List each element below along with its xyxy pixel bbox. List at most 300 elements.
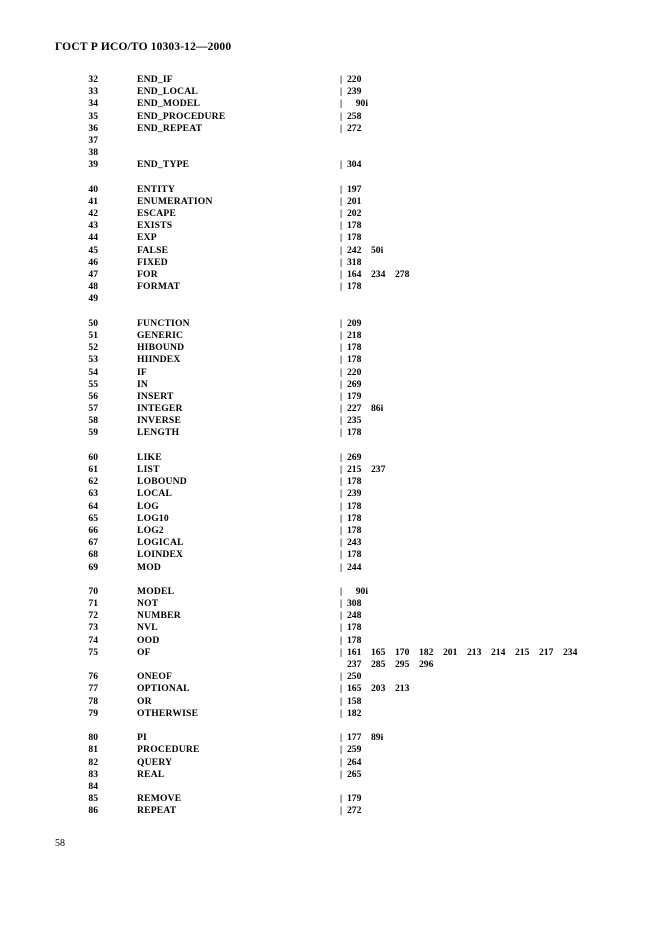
column-separator-bar: | (340, 671, 343, 683)
column-separator-bar: | (340, 208, 343, 220)
index-entry-row (0, 293, 661, 305)
entry-line-number: 67 (88, 537, 98, 549)
page-reference: 164 (347, 269, 362, 280)
page-reference: 215 (347, 464, 362, 475)
page-reference: 86i (371, 403, 384, 415)
entry-line-number: 36 (88, 122, 98, 134)
index-entry-row (0, 610, 661, 622)
page-reference: 161 (347, 646, 362, 658)
column-separator-bar: | (340, 756, 343, 768)
index-entry-row (0, 415, 661, 427)
entry-keyword: LIKE (137, 451, 162, 463)
column-separator-bar: | (340, 195, 343, 207)
page-reference: 248 (347, 610, 362, 622)
entry-page-references (340, 86, 371, 98)
entry-line-number: 69 (88, 561, 98, 573)
entry-page-references (340, 232, 371, 244)
column-separator-bar: | (340, 476, 343, 488)
entry-keyword: HIINDEX (137, 354, 181, 366)
entry-page-references (340, 196, 371, 208)
index-entry-continuation-row (0, 659, 661, 671)
column-separator-bar: | (340, 317, 343, 329)
index-entry-row (0, 98, 661, 110)
entry-keyword: FOR (137, 269, 158, 280)
entry-keyword: REPEAT (137, 805, 177, 817)
entry-line-number: 77 (88, 683, 98, 695)
page-reference: 272 (347, 805, 362, 817)
page-reference: 235 (347, 415, 362, 427)
index-entry-row (0, 147, 661, 159)
entry-line-number: 76 (88, 671, 98, 683)
index-entry-row (0, 452, 661, 464)
page-reference: 178 (347, 342, 362, 354)
entry-page-references (340, 220, 371, 232)
entry-line-number: 85 (88, 793, 98, 805)
page-reference: 218 (347, 329, 362, 341)
page-reference: 264 (347, 756, 362, 768)
column-separator-bar: | (340, 110, 343, 122)
index-entry-row (0, 647, 661, 659)
index-entry-row (0, 220, 661, 232)
entry-line-number: 48 (88, 281, 98, 293)
page-reference: 265 (347, 768, 362, 780)
index-entry-row (0, 696, 661, 708)
entry-keyword: LOINDEX (137, 549, 184, 561)
entry-page-references (340, 586, 371, 598)
index-entry-row (0, 598, 661, 610)
entry-page-references (340, 257, 371, 269)
entry-line-number: 41 (88, 195, 98, 207)
entry-page-references (340, 74, 371, 86)
column-separator-bar: | (340, 269, 343, 280)
index-entry-row (0, 391, 661, 403)
page-reference: 250 (347, 671, 362, 683)
index-entry-row (0, 135, 661, 147)
page-reference: 285 (371, 659, 386, 670)
entry-keyword: PI (137, 732, 147, 744)
entry-keyword: REAL (137, 768, 165, 780)
entry-page-references (340, 452, 371, 464)
entry-page-references (340, 123, 371, 135)
column-separator-bar: | (340, 183, 343, 195)
entry-line-number: 52 (88, 342, 98, 354)
entry-page-references (340, 245, 395, 257)
entry-page-references (340, 476, 371, 488)
entry-line-number: 55 (88, 378, 98, 390)
entry-keyword: ENTITY (137, 183, 175, 195)
column-separator-bar: | (340, 512, 343, 524)
column-separator-bar: | (340, 415, 343, 427)
entry-line-number: 68 (88, 549, 98, 561)
entry-page-references (340, 184, 371, 196)
entry-line-number: 54 (88, 366, 98, 378)
entry-page-references (340, 269, 419, 281)
column-separator-bar: | (340, 354, 343, 366)
index-entry-row (0, 427, 661, 439)
entry-keyword: FORMAT (137, 281, 181, 293)
entry-page-references (340, 598, 371, 610)
column-separator-bar: | (340, 159, 343, 171)
entry-keyword: MODEL (137, 585, 175, 597)
entry-line-number: 33 (88, 86, 98, 98)
entry-keyword: EXP (137, 232, 157, 244)
entry-line-number: 42 (88, 208, 98, 220)
entry-keyword: LOBOUND (137, 476, 187, 488)
entry-page-references (340, 379, 371, 391)
entry-line-number: 59 (88, 427, 98, 439)
index-entry-row (0, 184, 661, 196)
entry-keyword: INTEGER (137, 403, 183, 415)
entry-line-number: 40 (88, 183, 98, 195)
entry-keyword: LOG (137, 500, 159, 512)
entry-line-number: 44 (88, 232, 98, 244)
index-entry-row (0, 367, 661, 379)
page-reference: 215 (515, 646, 530, 658)
entry-line-number: 71 (88, 598, 98, 610)
page-reference: 178 (347, 500, 362, 512)
entry-page-references (340, 769, 371, 781)
page-reference: 239 (347, 86, 362, 98)
page-reference: 296 (419, 659, 434, 670)
column-separator-bar: | (340, 451, 343, 463)
column-separator-bar: | (340, 427, 343, 439)
entry-page-references (340, 281, 371, 293)
page-reference: 178 (347, 634, 362, 646)
entry-page-references-continued (347, 659, 443, 671)
entry-page-references (340, 159, 371, 171)
column-separator-bar: | (340, 585, 343, 597)
entry-keyword: OPTIONAL (137, 683, 190, 695)
page-reference: 213 (467, 646, 482, 658)
page-reference: 239 (347, 488, 362, 500)
index-entry-row (0, 781, 661, 793)
entry-line-number: 64 (88, 500, 98, 512)
entry-line-number: 65 (88, 512, 98, 524)
index-entry-row (0, 793, 661, 805)
entry-page-references (340, 537, 371, 549)
column-separator-bar: | (340, 598, 343, 610)
page-reference: 234 (563, 646, 578, 658)
entry-line-number: 82 (88, 756, 98, 768)
entry-page-references (340, 403, 395, 415)
index-entry-row (0, 501, 661, 513)
column-separator-bar: | (340, 500, 343, 512)
index-entry-row (0, 245, 661, 257)
column-separator-bar: | (340, 683, 343, 695)
entry-page-references (340, 513, 371, 525)
index-entry-row (0, 549, 661, 561)
column-separator-bar: | (340, 256, 343, 268)
page-reference: 89i (371, 732, 384, 744)
entry-keyword: GENERIC (137, 329, 184, 341)
entry-page-references (340, 744, 371, 756)
entry-page-references (340, 354, 371, 366)
column-separator-bar: | (340, 732, 343, 744)
page-reference: 295 (395, 659, 410, 670)
entry-keyword: OOD (137, 634, 160, 646)
page-reference: 244 (347, 561, 362, 573)
index-entry-row (0, 562, 661, 574)
entry-line-number: 83 (88, 768, 98, 780)
entry-keyword: EXISTS (137, 220, 173, 232)
index-entry-row (0, 318, 661, 330)
page-reference: 50i (371, 244, 384, 256)
page-reference: 178 (347, 281, 362, 293)
page-reference: 259 (347, 744, 362, 756)
index-entry-row (0, 488, 661, 500)
column-separator-bar: | (340, 707, 343, 719)
column-separator-bar: | (340, 549, 343, 561)
entry-page-references (340, 805, 371, 817)
entry-keyword: OR (137, 695, 152, 707)
entry-keyword: QUERY (137, 756, 173, 768)
entry-page-references (340, 610, 371, 622)
column-separator-bar: | (340, 744, 343, 756)
entry-keyword: NVL (137, 622, 158, 634)
page-reference: 179 (347, 390, 362, 402)
entry-keyword: ENUMERATION (137, 195, 213, 207)
index-entry-row (0, 622, 661, 634)
page-reference: 178 (347, 220, 362, 232)
entry-page-references (340, 562, 371, 574)
entry-keyword: ONEOF (137, 671, 173, 683)
column-separator-bar: | (340, 561, 343, 573)
index-entry-row (0, 464, 661, 476)
page-number: 58 (55, 838, 65, 849)
entry-line-number: 46 (88, 256, 98, 268)
index-entry-row (0, 525, 661, 537)
entry-line-number: 34 (88, 98, 98, 110)
page-reference: 278 (395, 269, 410, 280)
column-separator-bar: | (340, 537, 343, 549)
page-reference: 220 (347, 74, 362, 85)
running-header: ГОСТ Р ИСО/ТО 10303-12—2000 (55, 41, 232, 53)
entry-keyword: ESCAPE (137, 208, 177, 220)
entry-page-references (340, 501, 371, 513)
index-entry-row (0, 123, 661, 135)
column-separator-bar: | (340, 244, 343, 256)
page-reference: 213 (395, 683, 410, 695)
column-separator-bar: | (340, 488, 343, 500)
entry-keyword: NOT (137, 598, 159, 610)
page-reference: 165 (347, 683, 362, 695)
entry-keyword: PROCEDURE (137, 744, 200, 756)
entry-page-references (340, 111, 371, 123)
index-entry-row (0, 708, 661, 720)
page-reference: 158 (347, 695, 362, 707)
entry-line-number: 43 (88, 220, 98, 232)
column-separator-bar: | (340, 524, 343, 536)
index-entry-row (0, 744, 661, 756)
page-reference: 243 (347, 537, 362, 549)
entry-keyword: IF (137, 366, 147, 378)
page-reference: 197 (347, 183, 362, 195)
entry-page-references (340, 464, 395, 476)
entry-page-references (340, 98, 371, 110)
index-entry-row (0, 635, 661, 647)
column-separator-bar: | (340, 98, 343, 110)
column-separator-bar: | (340, 634, 343, 646)
page-reference: 178 (347, 427, 362, 439)
entry-line-number: 80 (88, 732, 98, 744)
index-entry-row (0, 683, 661, 695)
entry-keyword: INVERSE (137, 415, 182, 427)
entry-keyword: END_LOCAL (137, 86, 198, 98)
entry-page-references (340, 488, 371, 500)
index-entry-row (0, 586, 661, 598)
page-reference: 178 (347, 232, 362, 244)
entry-page-references (340, 342, 371, 354)
page-reference: 90i (355, 585, 368, 597)
column-separator-bar: | (340, 366, 343, 378)
entry-keyword: END_IF (137, 74, 173, 85)
entry-keyword: HIBOUND (137, 342, 185, 354)
index-entry-row (0, 403, 661, 415)
entry-page-references (340, 415, 371, 427)
column-separator-bar: | (340, 74, 343, 85)
entry-keyword: REMOVE (137, 793, 182, 805)
page-reference: 165 (371, 646, 386, 658)
page-reference: 269 (347, 451, 362, 463)
column-separator-bar: | (340, 220, 343, 232)
index-entry-row (0, 257, 661, 269)
page-reference: 209 (347, 317, 362, 329)
index-entry-row (0, 232, 661, 244)
page-reference: 308 (347, 598, 362, 610)
page-reference: 178 (347, 524, 362, 536)
page-reference: 258 (347, 110, 362, 122)
entry-line-number: 47 (88, 269, 98, 280)
index-entry-row (0, 476, 661, 488)
index-entry-row (0, 537, 661, 549)
entry-line-number: 39 (88, 159, 98, 171)
page-reference: 177 (347, 732, 362, 744)
entry-page-references (340, 635, 371, 647)
column-separator-bar: | (340, 793, 343, 805)
entry-line-number: 84 (88, 780, 98, 792)
index-entry-row (0, 269, 661, 281)
entry-keyword: MOD (137, 561, 162, 573)
keyword-index-listing (0, 74, 661, 817)
index-entry-row (0, 769, 661, 781)
entry-line-number: 62 (88, 476, 98, 488)
page-reference: 242 (347, 244, 362, 256)
column-separator-bar: | (340, 390, 343, 402)
entry-line-number: 57 (88, 403, 98, 415)
column-separator-bar: | (340, 342, 343, 354)
page-reference: 178 (347, 549, 362, 561)
entry-line-number: 81 (88, 744, 98, 756)
entry-line-number: 35 (88, 110, 98, 122)
entry-keyword: END_REPEAT (137, 122, 203, 134)
entry-keyword: END_MODEL (137, 98, 201, 110)
entry-keyword: NUMBER (137, 610, 181, 622)
page-reference: 220 (347, 366, 362, 378)
index-entry-row (0, 342, 661, 354)
column-separator-bar: | (340, 622, 343, 634)
page-reference: 237 (347, 659, 362, 670)
index-entry-row (0, 159, 661, 171)
entry-keyword: END_PROCEDURE (137, 110, 226, 122)
column-separator-bar: | (340, 646, 343, 658)
entry-page-references (340, 757, 371, 769)
index-entry-row (0, 671, 661, 683)
column-separator-bar: | (340, 329, 343, 341)
column-separator-bar: | (340, 378, 343, 390)
entry-keyword: FALSE (137, 244, 169, 256)
page-reference: 201 (443, 646, 458, 658)
page-reference: 237 (371, 464, 386, 475)
entry-line-number: 60 (88, 451, 98, 463)
entry-line-number: 86 (88, 805, 98, 817)
entry-line-number: 37 (88, 134, 98, 146)
entry-line-number: 79 (88, 707, 98, 719)
page-reference: 217 (539, 646, 554, 658)
entry-line-number: 58 (88, 415, 98, 427)
index-entry-row (0, 805, 661, 817)
page-reference: 269 (347, 378, 362, 390)
entry-keyword: LOG2 (137, 524, 164, 536)
column-separator-bar: | (340, 122, 343, 134)
entry-page-references (340, 793, 371, 805)
index-entry-row (0, 208, 661, 220)
entry-line-number: 51 (88, 329, 98, 341)
entry-line-number: 32 (88, 74, 98, 85)
entry-keyword: LOG10 (137, 512, 169, 524)
index-entry-row (0, 330, 661, 342)
entry-line-number: 74 (88, 634, 98, 646)
entry-line-number: 49 (88, 293, 98, 305)
entry-line-number: 50 (88, 317, 98, 329)
column-separator-bar: | (340, 695, 343, 707)
entry-page-references (340, 391, 371, 403)
index-entry-row (0, 354, 661, 366)
entry-line-number: 75 (88, 646, 98, 658)
index-entry-row (0, 757, 661, 769)
entry-line-number: 70 (88, 585, 98, 597)
page-reference: 227 (347, 403, 362, 415)
entry-keyword: FUNCTION (137, 317, 190, 329)
page-reference: 272 (347, 122, 362, 134)
entry-page-references (340, 696, 371, 708)
page-reference: 234 (371, 269, 386, 280)
index-entry-row (0, 196, 661, 208)
entry-page-references (340, 208, 371, 220)
entry-page-references (340, 549, 371, 561)
page-reference: 202 (347, 208, 362, 220)
entry-line-number: 63 (88, 488, 98, 500)
entry-keyword: OF (137, 646, 151, 658)
page-reference: 182 (419, 646, 434, 658)
index-entry-row (0, 111, 661, 123)
column-separator-bar: | (340, 232, 343, 244)
page-reference: 201 (347, 195, 362, 207)
page-reference: 318 (347, 256, 362, 268)
column-separator-bar: | (340, 403, 343, 415)
page-reference: 90i (355, 98, 368, 110)
index-entry-row (0, 74, 661, 86)
page-reference: 178 (347, 512, 362, 524)
entry-keyword: INSERT (137, 390, 174, 402)
index-entry-row (0, 732, 661, 744)
column-separator-bar: | (340, 86, 343, 98)
entry-page-references (340, 367, 371, 379)
page-reference: 179 (347, 793, 362, 805)
column-separator-bar: | (340, 464, 343, 475)
page-reference: 214 (491, 646, 506, 658)
page-reference: 178 (347, 476, 362, 488)
entry-page-references (340, 622, 371, 634)
